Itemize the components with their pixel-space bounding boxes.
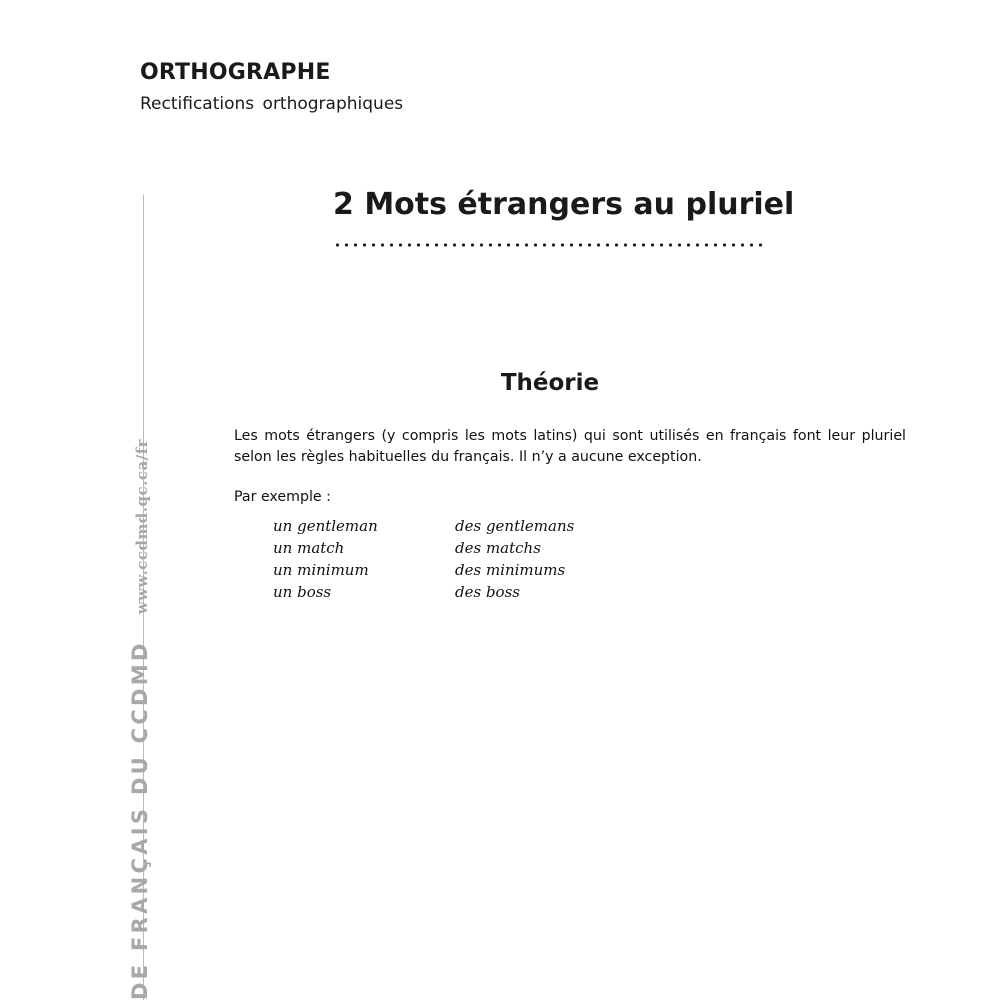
example-plural: des minimums	[455, 561, 566, 579]
example-singular: un minimum	[273, 561, 369, 579]
example-singular: un boss	[273, 583, 332, 601]
example-singular: un gentleman	[273, 517, 378, 535]
example-row	[273, 515, 574, 537]
theory-paragraph: Les mots étrangers (y compris les mots latins) qui sont utilisés en français font leur pluriel selon les règles habituelles du français. Il n’y a aucune exception.	[234, 428, 906, 465]
example-row	[273, 581, 574, 603]
header-category: ORTHOGRAPHE	[140, 60, 331, 85]
examples-list	[273, 515, 574, 603]
example-plural: des matchs	[455, 539, 541, 557]
examples-intro: Par exemple :	[234, 489, 331, 505]
example-row	[273, 537, 574, 559]
example-plural: des gentlemans	[455, 517, 575, 535]
side-margin-url: www.ccdmd.qc.ca/fr	[133, 438, 151, 615]
header-subcategory: Rectifications orthographiques	[140, 94, 404, 114]
title-dotted-rule	[333, 243, 765, 247]
side-margin-brand: DE FRANÇAIS DU CCDMD	[128, 640, 152, 1000]
section-title: 2 Mots étrangers au pluriel	[333, 187, 795, 222]
example-row	[273, 559, 574, 581]
side-margin-text	[128, 439, 152, 1000]
example-plural: des boss	[455, 583, 520, 601]
example-singular: un match	[273, 539, 345, 557]
theory-heading: Théorie	[500, 370, 600, 396]
